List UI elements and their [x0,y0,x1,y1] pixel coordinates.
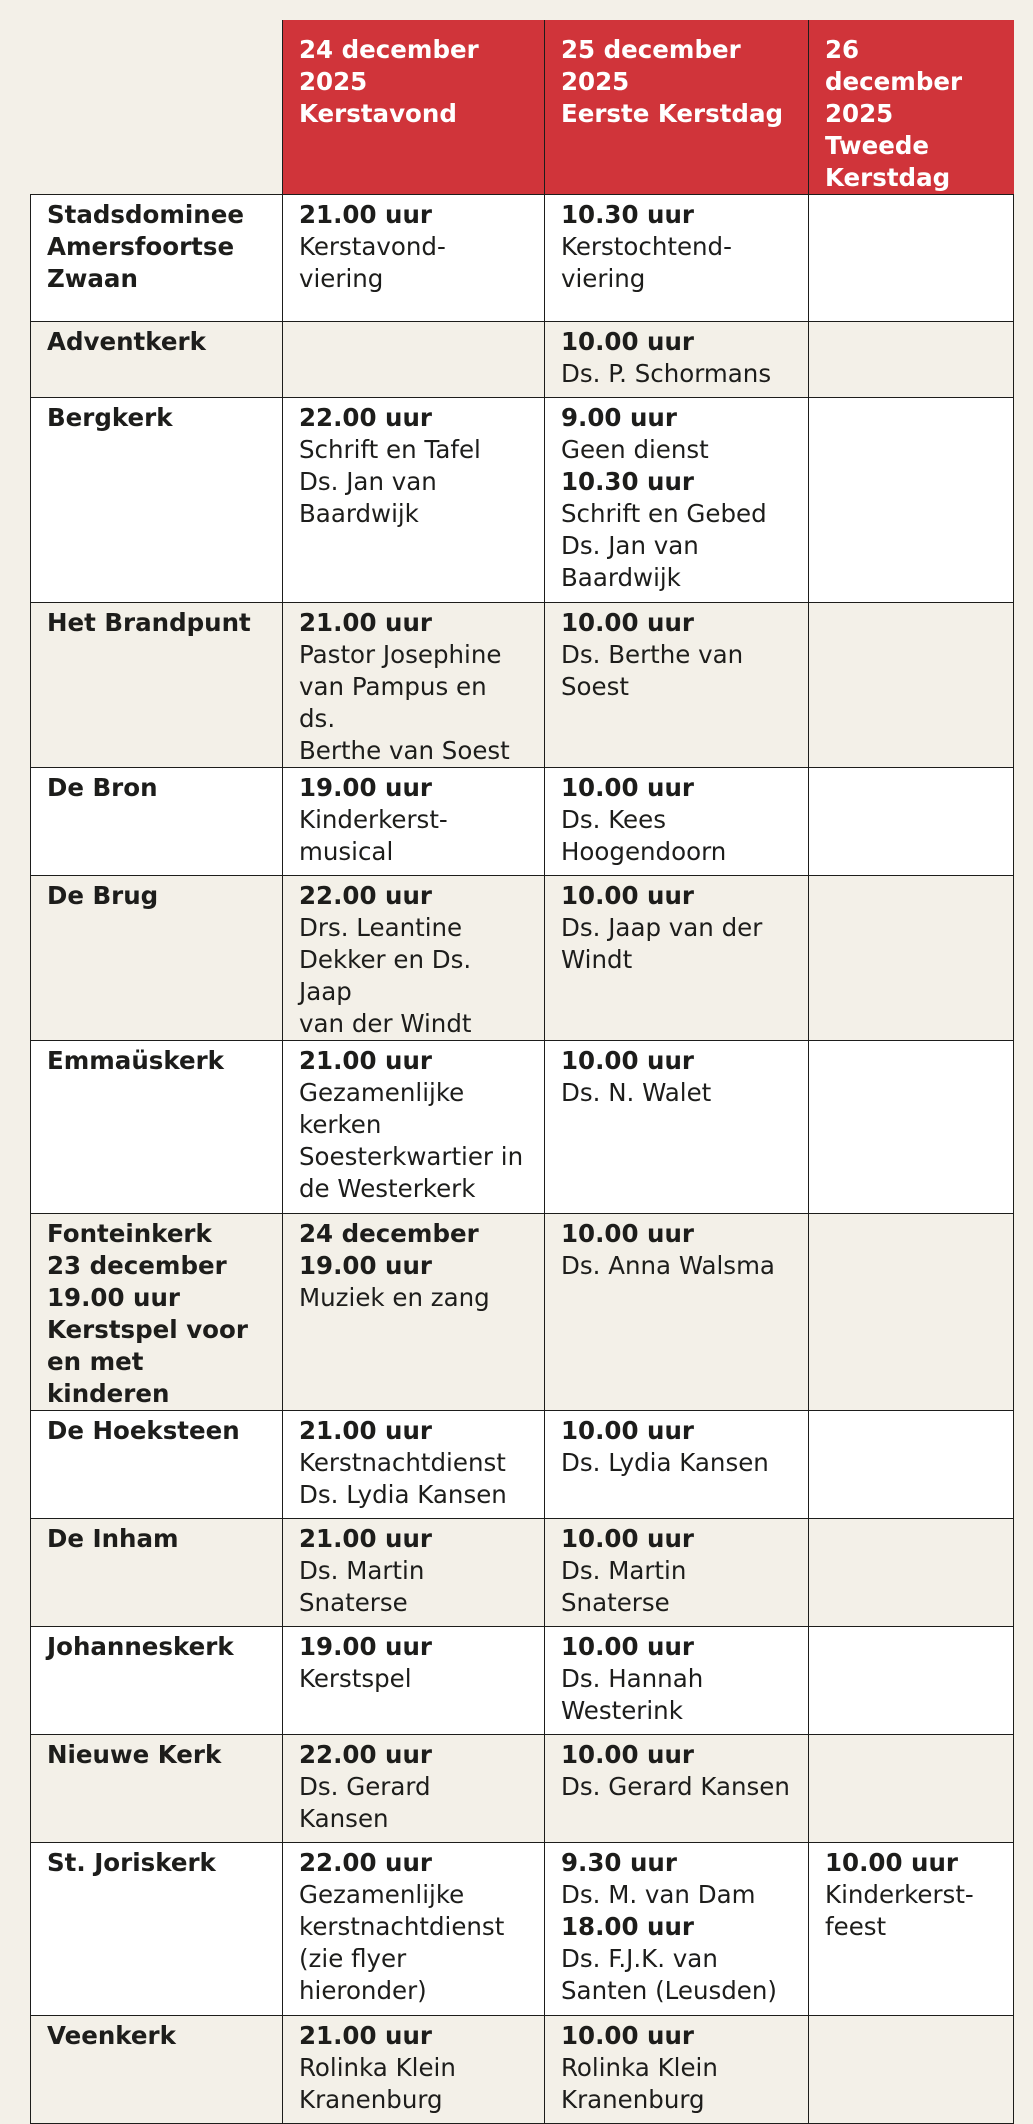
cell-bold-line: 10.00 uur [561,2021,694,2050]
cell-text-line: Kerstochtend- [561,232,732,261]
cell-bold-line: Het Brandpunt [47,608,251,637]
table-row [31,768,1014,876]
cell-text-line: viering [561,264,646,293]
cell-bold-line: 10.00 uur [561,1632,694,1661]
table-body [31,195,1014,2124]
cell-bold-line: De Brug [47,881,159,910]
service-cell-26-december [809,1735,1014,1843]
church-name-cell [31,1041,283,1214]
cell-bold-line: Johanneskerk [47,1632,234,1661]
service-cell-25-december [545,398,809,603]
cell-text-line: de Westerkerk [299,1174,476,1203]
header-date-25 [545,20,809,195]
cell-bold-line: 21.00 uur [299,1416,432,1445]
cell-text-line: Kinderkerst- [825,1880,974,1909]
cell-bold-line: 10.30 uur [561,467,694,496]
header-day: Tweede Kerstdag [825,131,951,192]
church-name-cell [31,322,283,398]
service-cell-24-december [283,603,545,768]
service-cell-24-december [283,322,545,398]
service-cell-24-december [283,1735,545,1843]
service-cell-26-december [809,398,1014,603]
header-date: 26 december [825,35,963,96]
cell-bold-line: 21.00 uur [299,1046,432,1075]
table-row [31,603,1014,768]
service-cell-25-december [545,1627,809,1735]
cell-bold-line: 23 december [47,1251,227,1280]
cell-bold-line: 22.00 uur [299,403,432,432]
cell-text-line: Schrift en Tafel [299,435,481,464]
table-row [31,1041,1014,1214]
cell-text-line: en met kinderen [47,1347,170,1408]
cell-text-line: Kerstavond- [299,232,446,261]
cell-bold-line: 10.00 uur [561,881,694,910]
service-cell-24-december [283,1843,545,2016]
cell-bold-line: 10.00 uur [561,327,694,356]
cell-bold-line: Fonteinkerk [47,1219,212,1248]
cell-bold-line: Zwaan [47,264,138,293]
table-row [31,322,1014,398]
service-cell-25-december [545,1735,809,1843]
table-row [31,2016,1014,2124]
cell-text-line: Kinderkerst- [299,805,448,834]
service-cell-25-december [545,322,809,398]
service-cell-26-december [809,876,1014,1041]
church-name-cell [31,1843,283,2016]
cell-text-line: Rolinka Klein [299,2053,456,2082]
cell-bold-line: 10.00 uur [561,1046,694,1075]
cell-text-line: Dekker en Ds. Jaap [299,945,472,1006]
cell-text-line: Rolinka Klein [561,2053,718,2082]
cell-bold-line: 18.00 uur [561,1912,694,1941]
header-date-24 [283,20,545,195]
service-cell-24-december [283,195,545,322]
table-row [31,1214,1014,1411]
cell-text-line: Ds. Jan van [299,467,437,496]
service-cell-26-december [809,1041,1014,1214]
service-cell-26-december [809,322,1014,398]
table-row [31,1411,1014,1519]
cell-text-line: (zie flyer hieronder) [299,1944,427,2005]
cell-bold-line: 22.00 uur [299,881,432,910]
cell-text-line: Kansen [299,1804,389,1833]
service-cell-25-december [545,1843,809,2016]
christmas-services-table [30,20,1014,2124]
church-name-cell [31,768,283,876]
service-cell-25-december [545,876,809,1041]
cell-bold-line: 19.00 uur [47,1283,180,1312]
cell-bold-line: 21.00 uur [299,1524,432,1553]
cell-text-line: Kerstspel voor [47,1315,248,1344]
cell-bold-line: 9.00 uur [561,403,677,432]
table-header [31,20,1014,195]
header-date: 25 december [561,35,741,64]
cell-text-line: Westerink [561,1696,683,1725]
church-name-cell [31,1411,283,1519]
service-cell-25-december [545,2016,809,2124]
service-cell-24-december [283,1519,545,1627]
table-row [31,1627,1014,1735]
cell-bold-line: Emmaüskerk [47,1046,224,1075]
cell-bold-line: 19.00 uur [299,1251,432,1280]
cell-bold-line: Stadsdominee [47,200,244,229]
cell-text-line: Kerstspel [299,1664,412,1693]
cell-text-line: feest [825,1912,887,1941]
cell-bold-line: 10.00 uur [825,1848,958,1877]
cell-bold-line: 21.00 uur [299,608,432,637]
service-cell-26-december [809,195,1014,322]
church-name-cell [31,398,283,603]
cell-text-line: Ds. Gerard Kansen [561,1772,790,1801]
cell-text-line: Ds. Lydia Kansen [299,1480,507,1509]
table-row [31,1843,1014,2016]
church-name-cell [31,1735,283,1843]
church-name-cell [31,603,283,768]
header-row [31,20,1014,195]
cell-text-line: Snaterse [561,1588,670,1617]
cell-bold-line: 10.30 uur [561,200,694,229]
cell-bold-line: 10.00 uur [561,773,694,802]
cell-bold-line: 9.30 uur [561,1848,677,1877]
service-cell-24-december [283,1411,545,1519]
cell-text-line: Baardwijk [561,563,681,592]
cell-text-line: Ds. N. Walet [561,1078,712,1107]
service-cell-26-december [809,2016,1014,2124]
church-name-cell [31,2016,283,2124]
cell-bold-line: De Inham [47,1524,179,1553]
cell-bold-line: St. Joriskerk [47,1848,216,1877]
cell-text-line: Drs. Leantine [299,913,463,942]
cell-bold-line: 10.00 uur [561,608,694,637]
church-name-cell [31,1627,283,1735]
header-day: Kerstavond [299,99,457,128]
service-cell-24-december [283,1214,545,1411]
cell-text-line: Kranenburg [299,2085,443,2114]
cell-text-line: kerstnachtdienst [299,1912,505,1941]
cell-bold-line: 10.00 uur [561,1219,694,1248]
cell-text-line: Muziek en zang [299,1283,490,1312]
service-cell-25-december [545,768,809,876]
cell-text-line: Soesterkwartier in [299,1142,524,1171]
service-cell-25-december [545,1214,809,1411]
cell-text-line: Ds. Anna Walsma [561,1251,775,1280]
cell-text-line: Kranenburg [561,2085,705,2114]
cell-text-line: van Pampus en ds. [299,672,487,733]
table-row [31,1519,1014,1627]
service-cell-25-december [545,1041,809,1214]
cell-text-line: Gezamenlijke [299,1078,465,1107]
cell-bold-line: Amersfoortse [47,232,235,261]
service-cell-25-december [545,195,809,322]
cell-text-line: Geen dienst [561,435,709,464]
service-cell-26-december [809,768,1014,876]
service-cell-25-december [545,603,809,768]
service-cell-24-december [283,768,545,876]
service-cell-24-december [283,2016,545,2124]
cell-text-line: Windt [561,945,633,974]
church-name-cell [31,195,283,322]
table-row [31,398,1014,603]
cell-text-line: kerken [299,1110,382,1139]
cell-bold-line: 21.00 uur [299,2021,432,2050]
cell-text-line: Ds. Jaap van der [561,913,763,942]
cell-text-line: Gezamenlijke [299,1880,465,1909]
service-cell-26-december [809,1627,1014,1735]
church-name-cell [31,1214,283,1411]
cell-text-line: Ds. Martin [299,1556,425,1585]
header-corner-cell [31,20,283,195]
cell-text-line: van der Windt [299,1009,472,1038]
cell-text-line: Ds. Martin [561,1556,687,1585]
cell-text-line: Soest [561,672,629,701]
cell-bold-line: Veenkerk [47,2021,176,2050]
service-cell-25-december [545,1519,809,1627]
cell-bold-line: Nieuwe Kerk [47,1740,222,1769]
header-day: Eerste Kerstdag [561,99,784,128]
cell-text-line: Snaterse [299,1588,408,1617]
cell-text-line: Kerstnachtdienst [299,1448,506,1477]
cell-text-line: Pastor Josephine [299,640,502,669]
service-cell-26-december [809,1214,1014,1411]
cell-text-line: Ds. F.J.K. van [561,1944,718,1973]
cell-text-line: Ds. P. Schormans [561,359,772,388]
header-date: 24 december [299,35,479,64]
cell-bold-line: 22.00 uur [299,1740,432,1769]
cell-text-line: Hoogendoorn [561,837,727,866]
service-cell-24-december [283,876,545,1041]
cell-bold-line: 10.00 uur [561,1524,694,1553]
table-row [31,876,1014,1041]
cell-bold-line: 19.00 uur [299,773,432,802]
cell-bold-line: 19.00 uur [299,1632,432,1661]
service-cell-24-december [283,1627,545,1735]
church-name-cell [31,876,283,1041]
service-cell-24-december [283,1041,545,1214]
header-year: 2025 [561,67,630,96]
cell-text-line: Ds. Hannah [561,1664,704,1693]
cell-bold-line: 10.00 uur [561,1740,694,1769]
service-cell-26-december [809,1843,1014,2016]
cell-text-line: Ds. Kees [561,805,666,834]
church-name-cell [31,1519,283,1627]
cell-text-line: Ds. Berthe van [561,640,744,669]
service-cell-26-december [809,1519,1014,1627]
header-date-26 [809,20,1014,195]
cell-bold-line: De Hoeksteen [47,1416,240,1445]
service-cell-24-december [283,398,545,603]
cell-text-line: viering [299,264,384,293]
cell-bold-line: 21.00 uur [299,200,432,229]
table-row [31,195,1014,322]
cell-bold-line: 22.00 uur [299,1848,432,1877]
cell-bold-line: De Bron [47,773,158,802]
cell-bold-line: Bergkerk [47,403,173,432]
table-row [31,1735,1014,1843]
cell-text-line: Ds. Lydia Kansen [561,1448,769,1477]
service-cell-26-december [809,603,1014,768]
cell-text-line: Ds. Jan van [561,531,699,560]
cell-text-line: Ds. Gerard [299,1772,431,1801]
service-cell-26-december [809,1411,1014,1519]
cell-text-line: musical [299,837,394,866]
cell-bold-line: 24 december [299,1219,479,1248]
cell-text-line: Berthe van Soest [299,736,510,765]
cell-text-line: Schrift en Gebed [561,499,767,528]
cell-bold-line: Adventkerk [47,327,206,356]
cell-bold-line: 10.00 uur [561,1416,694,1445]
cell-text-line: Ds. M. van Dam [561,1880,756,1909]
cell-text-line: Baardwijk [299,499,419,528]
header-year: 2025 [299,67,368,96]
header-year: 2025 [825,99,894,128]
cell-text-line: Santen (Leusden) [561,1976,777,2005]
service-cell-25-december [545,1411,809,1519]
